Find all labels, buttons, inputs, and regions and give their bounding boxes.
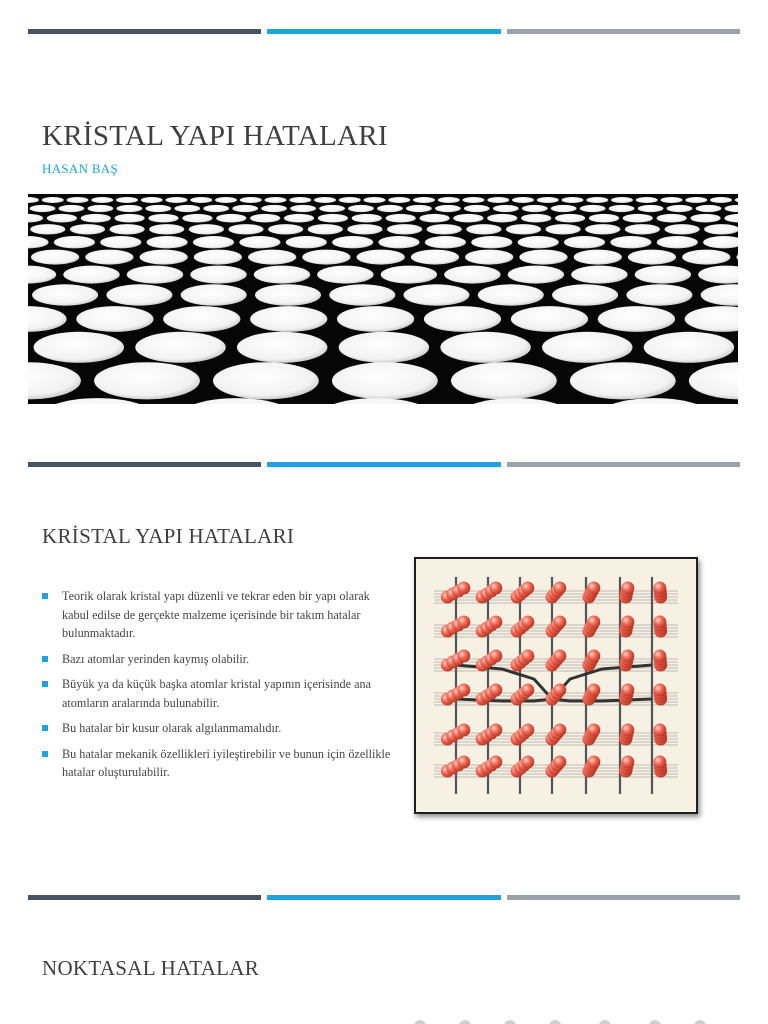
disc-shape — [435, 205, 461, 212]
atom-sphere — [621, 582, 634, 595]
disc-shape — [141, 197, 163, 203]
atom-sphere — [553, 724, 566, 737]
atom-sphere — [621, 616, 634, 629]
atom-sphere — [553, 684, 566, 697]
disc-shape — [352, 214, 382, 223]
disc-shape — [387, 224, 422, 234]
disc-shape — [329, 284, 395, 305]
atom-sphere — [457, 724, 470, 737]
disc-shape — [487, 197, 509, 203]
bullet-item — [42, 675, 392, 712]
disc-shape — [609, 205, 635, 212]
disc-shape — [586, 197, 608, 203]
bullet-item — [42, 719, 392, 738]
disc-shape — [318, 214, 348, 223]
disc-shape — [508, 266, 564, 284]
bullet-square-icon — [42, 681, 48, 687]
disc-shape — [542, 332, 632, 363]
slide2-top-rule — [28, 462, 740, 467]
disc-shape — [661, 197, 683, 203]
disc-shape — [314, 197, 336, 203]
disc-shape — [268, 224, 303, 234]
disc-shape — [466, 224, 501, 234]
atom-sphere — [489, 756, 502, 769]
disc-shape — [518, 236, 559, 248]
disc-shape — [451, 362, 557, 399]
disc-shape — [552, 284, 618, 305]
disc-shape — [562, 197, 584, 203]
atom-sphere — [521, 684, 534, 697]
disc-shape — [425, 236, 466, 248]
disc-shape — [438, 197, 460, 203]
disc-shape — [625, 224, 660, 234]
disc-shape — [644, 332, 734, 363]
disc-shape — [704, 224, 738, 234]
disc-shape — [239, 236, 280, 248]
disc-shape — [115, 214, 145, 223]
disc-shape — [378, 236, 419, 248]
disc-shape — [522, 205, 548, 212]
disc-shape — [406, 205, 432, 212]
disc-shape — [463, 197, 485, 203]
disc-shape — [696, 205, 722, 212]
disc-shape — [551, 205, 577, 212]
disc-shape — [181, 284, 247, 305]
atom-sphere — [553, 616, 566, 629]
bullet-text: Bazı atomlar yerinden kaymış olabilir. — [62, 651, 250, 666]
atom-sphere — [653, 616, 666, 629]
atom-sphere — [587, 650, 600, 663]
atom-sphere — [587, 684, 600, 697]
disc-shape — [691, 214, 721, 223]
disc-shape — [357, 250, 405, 265]
disc-shape — [710, 197, 732, 203]
disc-shape — [453, 214, 483, 223]
atom-sphere — [489, 582, 502, 595]
disc-shape — [580, 205, 606, 212]
bullet-item — [42, 745, 392, 782]
disc-shape — [255, 284, 321, 305]
bullet-square-icon — [42, 656, 48, 662]
bullet-text: Bu hatalar mekanik özellikleri iyileştirebilir ve bunun için özellikle hatalar oluşturulabilir. — [62, 746, 391, 779]
disc-shape — [76, 306, 153, 332]
atom-sphere — [653, 724, 666, 737]
atom-sphere — [621, 756, 634, 769]
disc-shape — [163, 306, 240, 332]
atom-sphere — [457, 650, 470, 663]
disc-shape — [635, 266, 691, 284]
disc-shape — [347, 224, 382, 234]
disc-shape — [216, 214, 246, 223]
slide2-title: KRİSTAL YAPI HATALARI — [42, 524, 295, 548]
disc-shape — [240, 197, 262, 203]
disc-shape — [317, 266, 373, 284]
disc-shape — [110, 224, 145, 234]
disc-shape — [386, 214, 416, 223]
disc-shape — [116, 197, 138, 203]
atom-sphere — [553, 756, 566, 769]
disc-shape — [30, 205, 56, 212]
slide2-bullet-list — [42, 587, 392, 789]
disc-shape — [570, 362, 676, 399]
bullet-square-icon — [42, 725, 48, 731]
atom-sphere — [521, 724, 534, 737]
disc-shape — [34, 332, 124, 363]
disc-shape — [290, 205, 316, 212]
atom-sphere — [621, 724, 634, 737]
disc-shape — [571, 266, 627, 284]
disc-shape — [194, 250, 242, 265]
disc-shape — [511, 306, 588, 332]
atom-sphere — [457, 684, 470, 697]
atom-sphere — [621, 684, 634, 697]
disc-shape — [628, 250, 676, 265]
disc-shape — [638, 205, 664, 212]
disc-shape — [32, 284, 98, 305]
disc-shape — [440, 332, 530, 363]
disc-shape — [148, 214, 178, 223]
atom-sphere — [587, 582, 600, 595]
disc-shape — [585, 224, 620, 234]
disc-shape — [100, 236, 141, 248]
disc-shape — [237, 332, 327, 363]
disc-shape — [250, 214, 280, 223]
disc-shape — [555, 214, 585, 223]
disc-shape — [127, 266, 183, 284]
bullet-square-icon — [42, 751, 48, 757]
disc-shape — [31, 250, 79, 265]
bullet-text: Teorik olarak kristal yapı düzenli ve tekrar eden bir yapı olarak kabul edilse de gerçekte malzeme içerisinde bir takım hatalar bulunmaktadır. — [62, 589, 370, 640]
disc-shape — [610, 236, 651, 248]
disc-shape — [215, 197, 237, 203]
disc-shape — [59, 205, 85, 212]
bullet-item — [42, 587, 392, 643]
disc-shape — [189, 224, 224, 234]
disc-shape — [94, 362, 200, 399]
disc-shape — [190, 197, 212, 203]
disc-shape — [657, 214, 687, 223]
atom-sphere — [521, 616, 534, 629]
disc-shape — [404, 284, 470, 305]
disc-shape — [364, 197, 386, 203]
disc-shape — [135, 332, 225, 363]
atom-sphere — [653, 684, 666, 697]
disc-shape — [81, 214, 111, 223]
disc-shape — [427, 224, 462, 234]
atom-sphere — [653, 650, 666, 663]
disc-shape — [193, 236, 234, 248]
disc-shape — [685, 197, 707, 203]
crystal-lattice-graphic — [416, 559, 696, 812]
disc-shape — [626, 284, 692, 305]
disc-shape — [348, 205, 374, 212]
disc-shape — [332, 236, 373, 248]
disc-shape — [70, 224, 105, 234]
atom-sphere — [587, 616, 600, 629]
disc-shape — [339, 332, 429, 363]
bullet-square-icon — [42, 593, 48, 599]
disc-shape — [574, 250, 622, 265]
disc-shape — [519, 250, 567, 265]
disc-shape — [91, 197, 113, 203]
atom-sphere — [653, 582, 666, 595]
disc-shape — [332, 362, 438, 399]
disc-shape — [420, 214, 450, 223]
atom-sphere — [457, 756, 470, 769]
disc-shape — [289, 197, 311, 203]
disc-shape — [512, 197, 534, 203]
disc-shape — [140, 250, 188, 265]
disc-shape — [85, 250, 133, 265]
disc-shape — [117, 205, 143, 212]
slide3-title: NOKTASAL HATALAR — [42, 956, 260, 980]
disc-shape — [464, 205, 490, 212]
disc-shape — [478, 284, 544, 305]
disc-shape — [377, 205, 403, 212]
slide1-title: KRİSTAL YAPI HATALARI — [42, 120, 388, 152]
atom-sphere — [457, 616, 470, 629]
disc-shape — [337, 306, 414, 332]
disc-shape — [182, 214, 212, 223]
disc-shape — [147, 236, 188, 248]
disc-shape — [413, 197, 435, 203]
disc-shape — [665, 224, 700, 234]
disc-shape — [546, 224, 581, 234]
disc-shape — [667, 205, 693, 212]
disc-shape — [261, 205, 287, 212]
disc-shape — [265, 197, 287, 203]
disc-shape — [67, 197, 89, 203]
disc-shape — [54, 236, 95, 248]
slide3-image-peek — [410, 1018, 710, 1024]
disc-shape — [537, 197, 559, 203]
disc-shape — [308, 224, 343, 234]
disc-shape — [611, 197, 633, 203]
disc-shape — [319, 205, 345, 212]
atom-sphere — [521, 756, 534, 769]
disc-shape — [213, 362, 319, 399]
discs-image-graphic — [28, 194, 738, 404]
atom-sphere — [457, 582, 470, 595]
disc-shape — [465, 250, 513, 265]
atom-sphere — [521, 650, 534, 663]
disc-shape — [636, 197, 658, 203]
bullet-text: Büyük ya da küçük başka atomlar kristal yapının içerisinde ana atomların aralarında bulunabilir. — [62, 677, 371, 710]
disc-shape — [381, 266, 437, 284]
disc-shape — [506, 224, 541, 234]
disc-shape — [203, 205, 229, 212]
disc-shape — [493, 205, 519, 212]
disc-shape — [598, 306, 675, 332]
disc-shape — [88, 205, 114, 212]
disc-shape — [190, 266, 246, 284]
atom-sphere — [489, 724, 502, 737]
disc-shape — [174, 205, 200, 212]
bullet-text: Bu hatalar bir kusur olarak algılanmamalıdır. — [62, 721, 282, 735]
disc-shape — [424, 306, 501, 332]
atom-sphere — [521, 582, 534, 595]
disc-shape — [388, 197, 410, 203]
slide1-top-rule — [28, 29, 740, 34]
atom-sphere — [489, 616, 502, 629]
discs-image — [28, 194, 738, 404]
atom-sphere — [621, 650, 634, 663]
disc-shape — [254, 266, 310, 284]
disc-shape — [248, 250, 296, 265]
disc-shape — [487, 214, 517, 223]
atom-sphere — [587, 756, 600, 769]
atom-sphere — [553, 650, 566, 663]
disc-shape — [284, 214, 314, 223]
disc-shape — [106, 284, 172, 305]
disc-shape — [232, 205, 258, 212]
disc-shape — [657, 236, 698, 248]
atom-sphere — [489, 684, 502, 697]
atom-sphere — [489, 650, 502, 663]
atom-sphere — [653, 756, 666, 769]
disc-shape — [682, 250, 730, 265]
slide3-top-rule — [28, 895, 740, 900]
disc-shape — [444, 266, 500, 284]
slide1-author: HASAN BAŞ — [42, 161, 119, 176]
disc-shape — [411, 250, 459, 265]
disc-shape — [30, 224, 65, 234]
disc-shape — [42, 197, 64, 203]
crystal-lattice-figure — [414, 557, 698, 814]
disc-shape — [47, 214, 77, 223]
disc-shape — [286, 236, 327, 248]
disc-shape — [589, 214, 619, 223]
disc-shape — [63, 266, 119, 284]
disc-shape — [521, 214, 551, 223]
disc-shape — [302, 250, 350, 265]
atom-sphere — [553, 582, 566, 595]
disc-shape — [339, 197, 361, 203]
disc-shape — [228, 224, 263, 234]
disc-shape — [623, 214, 653, 223]
disc-shape — [564, 236, 605, 248]
disc-shape — [471, 236, 512, 248]
disc-shape — [166, 197, 188, 203]
bullet-item — [42, 650, 392, 669]
disc-shape — [250, 306, 327, 332]
disc-shape — [145, 205, 171, 212]
atom-sphere — [587, 724, 600, 737]
disc-shape — [149, 224, 184, 234]
